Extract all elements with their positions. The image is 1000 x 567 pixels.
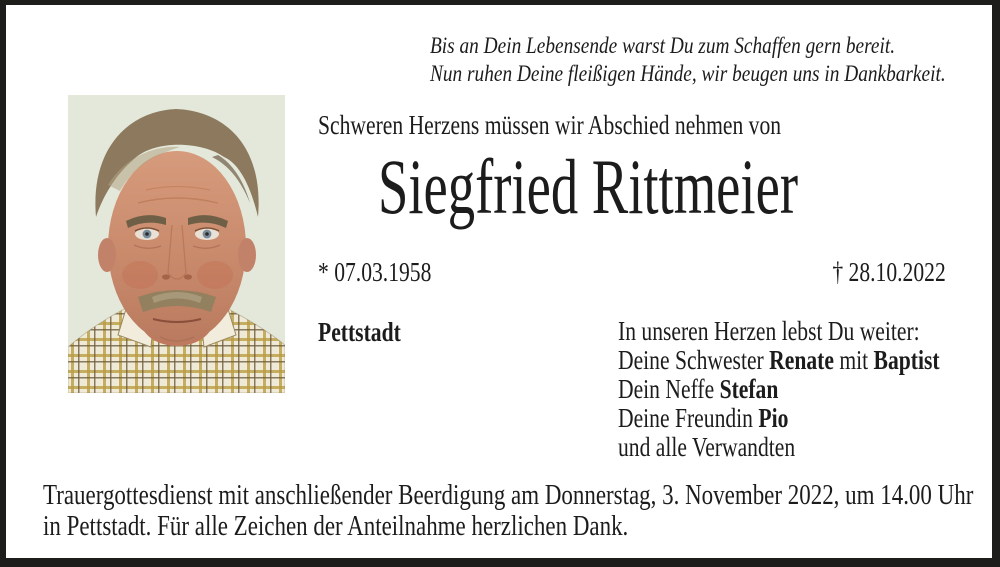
- place-name: Pettstadt: [318, 317, 401, 347]
- birth-symbol: *: [318, 257, 329, 287]
- family-line: Deine Schwester Renate mit Baptist: [618, 345, 940, 375]
- death-date-value: 28.10.2022: [848, 257, 946, 287]
- epigraph-line-1: Bis an Dein Lebensende warst Du zum Schaffen gern bereit.: [430, 33, 896, 58]
- intro-line: Schweren Herzens müssen wir Abschied nehmen von: [318, 110, 782, 140]
- deceased-name: Siegfried Rittmeier: [378, 143, 799, 230]
- family-heading: In unseren Herzen lebst Du weiter:: [618, 316, 920, 346]
- funeral-line-1: Trauergottesdienst mit anschließender Beerdigung am Donnerstag, 3. November 2022, um 14.00 Uhr: [43, 480, 974, 511]
- birth-date: [318, 257, 460, 288]
- portrait-photo: [68, 95, 285, 393]
- funeral-notice: [43, 480, 1000, 542]
- portrait-illustration: [68, 95, 285, 393]
- family-lines: [618, 346, 1000, 462]
- family-line: und alle Verwandten: [618, 432, 796, 462]
- epigraph-line-2: Nun ruhen Deine fleißigen Hände, wir beugen uns in Dankbarkeit.: [430, 61, 946, 86]
- cross-symbol: †: [832, 257, 844, 287]
- family-line: Deine Freundin Pio: [618, 403, 789, 433]
- birth-date-value: 07.03.1958: [334, 257, 432, 287]
- family-line: Dein Neffe Stefan: [618, 374, 779, 404]
- family-block: [618, 317, 1000, 462]
- funeral-line-2: in Pettstadt. Für alle Zeichen der Anteilnahme herzlichen Dank.: [43, 511, 629, 542]
- epigraph-verse: [430, 32, 1000, 88]
- death-date: [700, 257, 946, 288]
